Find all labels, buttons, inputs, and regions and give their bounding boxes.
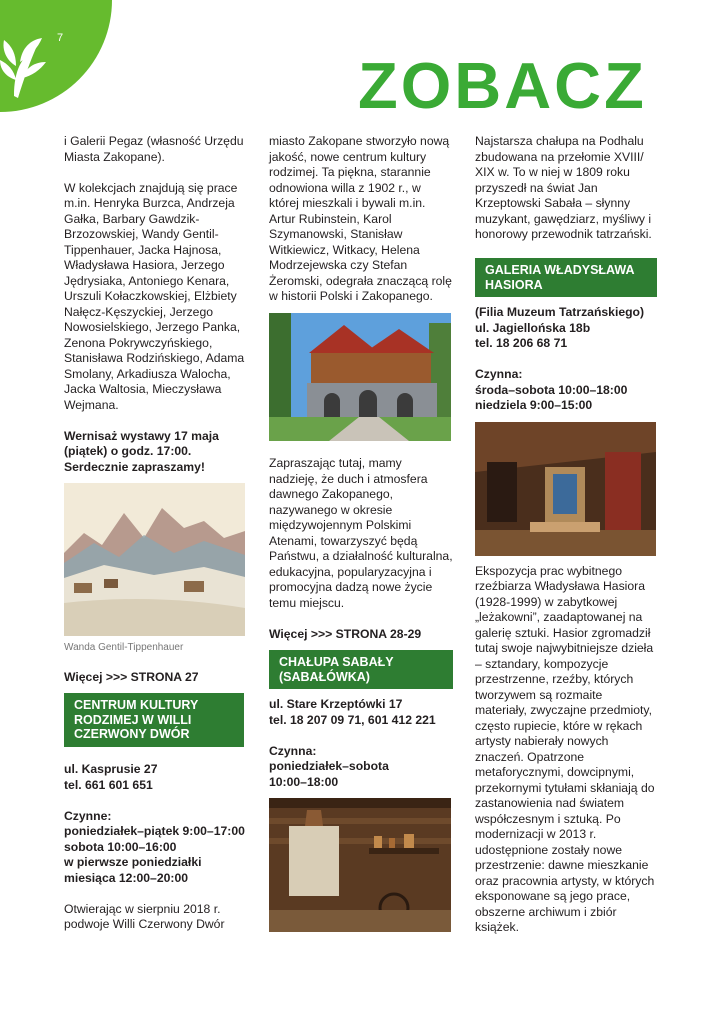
col3-intro: Najstarsza chałupa na Podhalu zbudowana na przełomie XVIII/ XIX w. To w niej w 1809 roku przyszedł na świat Jan Krzeptowski Sabała – słynny muzykant, gawędziarz, myśliwy i honorowy przewodnik tatrzański. [475, 134, 652, 241]
col3-box-title: GALERIA WŁADYSŁAWA HASIORA [475, 258, 657, 297]
col1-more-link[interactable]: Więcej >>> STRONA 27 [64, 669, 199, 684]
col2-hours-2: 10:00–18:00 [269, 774, 339, 789]
col3-affiliation: (Filia Muzeum Tatrzańskiego) [475, 305, 645, 319]
col1-box-title: CENTRUM KULTURY RODZIMEJ W WILLI CZERWONY DWÓR [64, 693, 244, 747]
col2-invite: Zapraszając tutaj, mamy nadzieję, że duch i atmosfera dawnego Zakopanego, nazywanego w okresie międzywojennym Polskimi Atenami, towarzyszyć będą Państwu, a działalność kulturalna, edukacyjna, popularyzacyjna i promocyjna dadzą nowe życie temu miejscu. [269, 456, 453, 610]
col3-description: Ekspozycja prac wybitnego rzeźbiarza Władysława Hasiora (1928-1999) w zabytkowej „leżakowni”, zaadaptowanej na galerię sztuki. Hasior zgromadził tutaj swoje najwybitniejsze dzieła – sztandary, kompozycje przestrzenne, rzeźby, których tworzywem są rozmaite materiały, zwyczajne przedmioty, często rupiecie, które w rękach artysty nabierały nowych znaczeń. Opatrzone metaforycznymi, dowcipnymi, przekornymi tytułami skłaniają do zastanowienia nad światem współczesnym i sztuką. Po modernizacji w 2013 r. udostępnione zostały nowe przestrzenie: dawne mieszkanie oraz pracownia artysty, w których eksponowane są jego prace, obszerne archiwum i zbiór książek. [475, 563, 655, 934]
col1-address: ul. Kasprusie 27 [64, 762, 158, 776]
page-title: ZOBACZ [358, 49, 647, 122]
col3-phone: tel. 18 206 68 71 [475, 336, 568, 350]
col2-hours-1: poniedziałek–sobota [269, 759, 389, 773]
column-3 [475, 134, 657, 936]
column-2 [269, 134, 453, 932]
col1-hours-3: w pierwsze poniedziałki miesiąca 12:00–20:00 [64, 855, 202, 885]
col1-closing: Otwierając w sierpniu 2018 r. podwoje Willi Czerwony Dwór [64, 901, 225, 931]
gallery-photo [475, 422, 656, 556]
col2-more-link[interactable]: Więcej >>> STRONA 28-29 [269, 626, 422, 641]
col1-hours-1: poniedziałek–piątek 9:00–17:00 [64, 824, 245, 838]
col1-open-label: Czynne: [64, 808, 112, 823]
column-1 [64, 134, 248, 933]
leaf-logo-icon [0, 0, 112, 112]
col2-phone: tel. 18 207 09 71, 601 412 221 [269, 712, 436, 727]
col2-box-title: CHAŁUPA SABAŁY (SABAŁÓWKA) [269, 650, 453, 689]
villa-photo [269, 313, 451, 441]
interior-photo [269, 798, 451, 932]
col2-open-label: Czynna: [269, 743, 317, 758]
col1-phone: tel. 661 601 651 [64, 777, 153, 792]
col3-open-label: Czynna: [475, 367, 523, 381]
page-number: 7 [57, 32, 64, 44]
painting-image [64, 483, 245, 636]
col2-address: ul. Stare Krzeptówki 17 [269, 697, 403, 711]
col1-intro: i Galerii Pegaz (własność Urzędu Miasta Zakopane). [64, 134, 244, 164]
col1-collections: W kolekcjach znajdują się prace m.in. Henryka Burzca, Andrzeja Gałka, Barbary Gawdzik-Brzozowskiej, Wandy Gentil-Tippenhauer, Jacka Hajnosa, Władysława Hasiora, Jerzego Jędrysiaka, Antoniego Kenara, Urszuli Kołaczkowskiej, Elżbiety Nałęcz-Kęszyckiej, Jerzego Nowosielskiego, Jerzego Panka, Zenona Pokrywczyńskiego, Stanisława Rodzińskiego, Adama Smolany, Arkadiusza Walocha, Jacka Waltosia, Mieczysława Wejmana. [64, 180, 245, 412]
col3-hours-1: środa–sobota 10:00–18:00 [475, 382, 628, 397]
col1-hours-2: sobota 10:00–16:00 [64, 839, 177, 854]
col2-intro: miasto Zakopane stworzyło nową jakość, nowe centrum kultury rodzimej. Ta piękna, starannie odnowiona willa z 1902 r., w której mieszkali i bywali m.in. Artur Rubinstein, Karol Szymanowski, Stanisław Witkiewicz, Witkacy, Helena Modrzejewska czy Stefan Żeromski, odegrała znaczącą rolę w historii Polski i Zakopanego. [269, 134, 452, 303]
col3-address: ul. Jagiellońska 18b [475, 320, 591, 335]
painting-caption: Wanda Gentil-Tippenhauer [64, 642, 184, 653]
col3-hours-2: niedziela 9:00–15:00 [475, 398, 593, 412]
col1-vernissage: Wernisaż wystawy 17 maja (piątek) o godz. 17:00. Serdecznie zapraszamy! [64, 428, 219, 474]
